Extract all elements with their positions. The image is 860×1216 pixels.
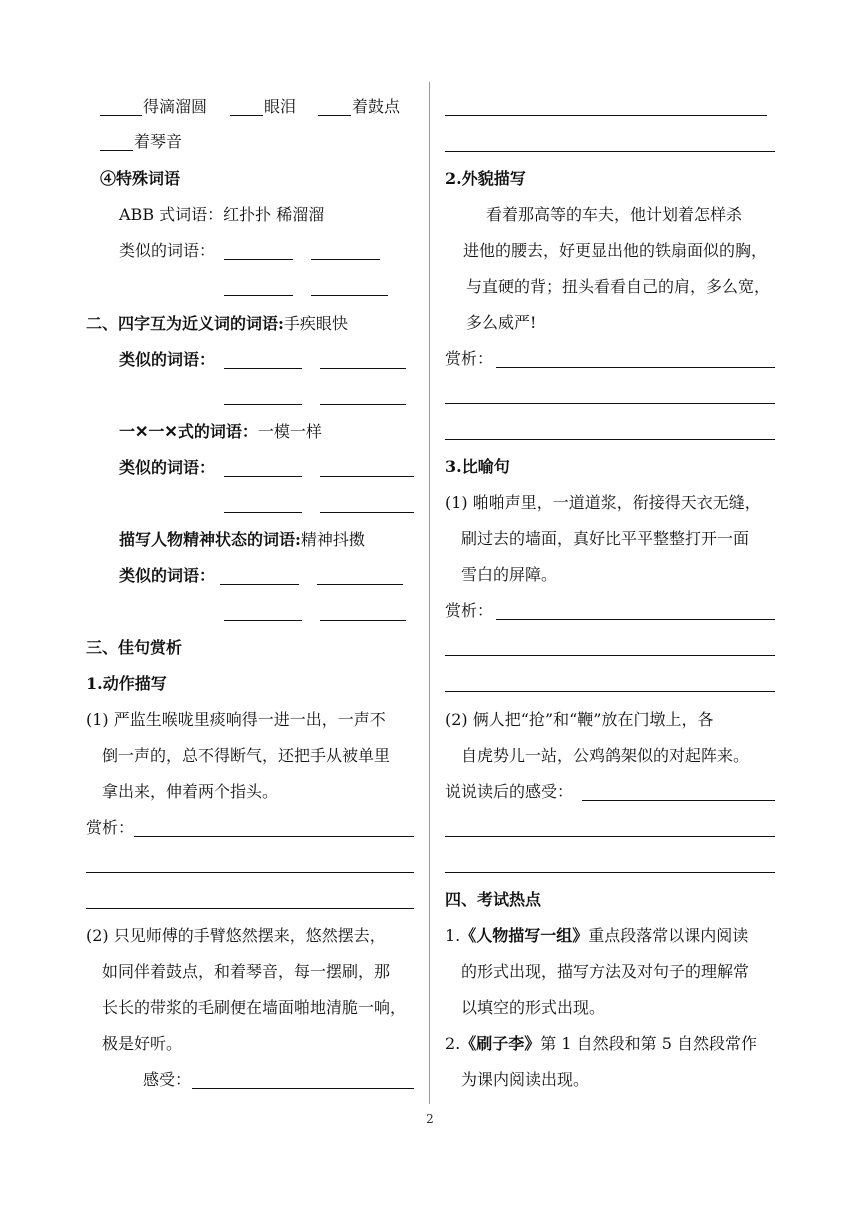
m1-text-line: 刷过去的墙面，真好比平平整整打开一面: [461, 529, 750, 548]
blank-line: [317, 584, 403, 585]
q1-text-line: 倒一声的，总不得断气，还把手从被单里: [102, 746, 391, 765]
section-2-heading: [86, 314, 348, 334]
spirit-example: 精神抖擞: [300, 530, 365, 549]
answer-line: [86, 872, 414, 873]
spirit-label: 描写人物精神状态的词语:: [119, 530, 301, 549]
hot-point-2-title: 《刷子李》: [460, 1034, 541, 1053]
answer-line: [496, 367, 775, 368]
blank-line: [224, 404, 302, 405]
similar-words-label: 类似的词语：: [119, 566, 216, 585]
answer-line: [445, 403, 775, 404]
m2-text-line: (2) 俩人把“抢”和“鞭”放在门墩上，各: [445, 710, 714, 729]
fill-word-4: 着琴音: [134, 132, 183, 151]
blank-line: [100, 115, 142, 116]
similar-words-label: 类似的词语：: [119, 350, 216, 369]
blank-line: [224, 512, 302, 513]
feeling-label: 感受：: [143, 1070, 192, 1089]
yixyix-line: [119, 422, 322, 442]
hot-point-1-line: 以填空的形式出现。: [461, 998, 606, 1017]
section-2-example: 手疾眼快: [283, 314, 348, 333]
m2-text-line: 自虎势儿一站，公鸡鸽架似的对起阵来。: [461, 746, 750, 765]
hot-point-1-text: 重点段落常以课内阅读: [588, 926, 749, 945]
answer-line: [445, 115, 767, 116]
hot-point-2: [445, 1034, 757, 1054]
metaphor-heading: 3.比喻句: [445, 457, 510, 476]
answer-line: [445, 151, 775, 152]
blank-line: [100, 150, 133, 151]
blank-line: [224, 259, 293, 260]
page-number: 2: [426, 1112, 434, 1126]
q1-text-line: (1) 严监生喉咙里痰响得一进一出，一声不: [86, 710, 386, 729]
blank-line: [320, 404, 406, 405]
abb-words-line: ABB 式词语：红扑扑 稀溜溜: [119, 205, 325, 224]
q2-text-line: 长长的带浆的毛刷便在墙面啪地清脆一响，: [102, 998, 407, 1017]
appearance-text-line: 多么威严!: [466, 313, 537, 332]
m1-text-line: (1) 啪啪声里，一道道浆，衔接得天衣无缝，: [445, 493, 761, 512]
hot-point-1: [445, 926, 748, 946]
fill-word-2: 眼泪: [264, 97, 297, 116]
appreciation-label: 赏析：: [445, 349, 494, 368]
hot-point-1-number: 1.: [445, 926, 461, 945]
appearance-text-line: 看着那高等的车夫，他计划着怎样杀: [486, 205, 743, 224]
hot-point-2-text: 第 1 自然段和第 5 自然段常作: [540, 1034, 757, 1053]
blank-line: [224, 476, 302, 477]
special-words-heading: ④特殊词语: [100, 169, 181, 188]
blank-line: [320, 620, 406, 621]
blank-line: [224, 620, 302, 621]
yixyix-example: 一模一样: [257, 422, 322, 441]
answer-line: [582, 800, 775, 801]
hot-point-1-title: 《人物描写一组》: [460, 926, 589, 945]
section-4-heading: 四、考试热点: [445, 890, 542, 909]
similar-words-label: 类似的词语：: [119, 241, 216, 260]
appearance-text-line: 与直硬的背；扭头看看自己的肩，多么宽，: [466, 277, 771, 296]
fill-word-1: 得滴溜圆: [143, 97, 208, 116]
blank-line: [220, 584, 299, 585]
blank-line: [318, 115, 351, 116]
blank-line: [320, 512, 414, 513]
answer-line: [496, 619, 775, 620]
q2-text-line: 极是好听。: [102, 1034, 183, 1053]
answer-line: [445, 439, 775, 440]
q1-text-line: 拿出来，伸着两个指头。: [102, 782, 279, 801]
blank-line: [320, 476, 414, 477]
similar-words-label: 类似的词语：: [119, 458, 216, 477]
answer-line: [445, 655, 775, 656]
fill-word-3: 着鼓点: [352, 97, 401, 116]
q2-text-line: 如同伴着鼓点，和着琴音，每一摆刷，那: [102, 962, 391, 981]
blank-line: [230, 115, 263, 116]
section-3-heading: 三、佳句赏析: [86, 638, 183, 657]
action-description-heading: 1.动作描写: [86, 674, 167, 693]
answer-line: [445, 836, 775, 837]
answer-line: [445, 872, 775, 873]
blank-line: [224, 295, 293, 296]
m1-text-line: 雪白的屏障。: [461, 565, 558, 584]
blank-line: [320, 368, 406, 369]
appearance-text-line: 进他的腰去，好更显出他的铁扇面似的胸，: [463, 241, 768, 260]
appreciation-label: 赏析：: [445, 601, 494, 620]
blank-line: [311, 259, 380, 260]
blank-line: [224, 368, 302, 369]
column-divider: [429, 82, 430, 1104]
answer-line: [445, 691, 775, 692]
answer-line: [134, 836, 414, 837]
spirit-words-line: [119, 530, 365, 550]
hot-point-2-line: 为课内阅读出现。: [461, 1070, 590, 1089]
hot-point-1-line: 的形式出现，描写方法及对句子的理解常: [461, 962, 750, 981]
talk-feeling-label: 说说读后的感受：: [445, 782, 574, 801]
q2-text-line: (2) 只见师傅的手臂悠然摆来，悠然摆去，: [86, 926, 386, 945]
section-2-title: 二、四字互为近义词的词语:: [86, 314, 284, 333]
appreciation-label: 赏析：: [86, 818, 135, 837]
hot-point-2-number: 2.: [445, 1034, 461, 1053]
appearance-heading: 2.外貌描写: [445, 169, 526, 188]
answer-line: [86, 908, 414, 909]
blank-line: [311, 295, 388, 296]
answer-line: [192, 1088, 414, 1089]
yixyix-label: 一✕一✕式的词语：: [119, 422, 258, 441]
